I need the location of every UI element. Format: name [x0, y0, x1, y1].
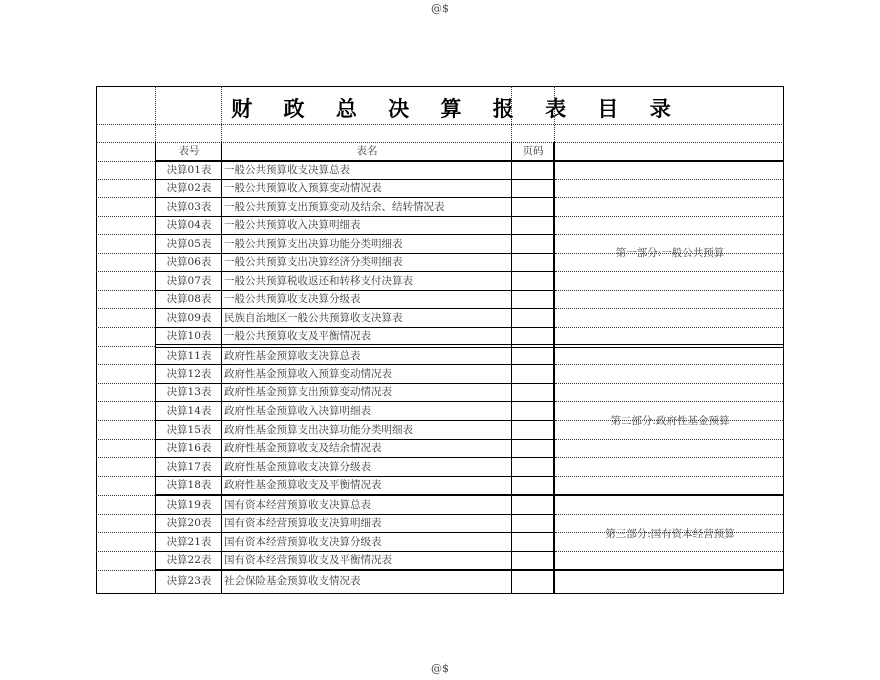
gridline [511, 86, 512, 142]
gridline [96, 551, 155, 552]
table-name-link[interactable]: 一般公共预算收支决算总表 [224, 164, 350, 176]
gridline [96, 327, 155, 328]
gridline [555, 439, 783, 440]
table-number: 决算17表 [166, 461, 212, 473]
table-number: 决算02表 [166, 182, 212, 194]
table-number: 决算04表 [166, 219, 212, 231]
table-name-link[interactable]: 政府性基金预算收入决算明细表 [224, 405, 371, 417]
table-name-link[interactable]: 国有资本经营预算收支决算明细表 [224, 517, 382, 529]
gridline [96, 179, 155, 180]
gridline [96, 570, 155, 571]
col-line [511, 142, 512, 594]
table-name-link[interactable]: 一般公共预算支出决算经济分类明细表 [224, 256, 403, 268]
gridline [96, 197, 155, 198]
gridline [96, 346, 155, 347]
gridline [555, 457, 783, 458]
section-label-state-capital: 第三部分:国有资本经营预算 [605, 528, 735, 540]
border-bottom [96, 593, 784, 594]
table-name-link[interactable]: 一般公共预算支出预算变动及结余、结转情况表 [224, 201, 445, 213]
table-number: 决算05表 [166, 238, 212, 250]
border-right [783, 86, 784, 594]
table-number: 决算16表 [166, 442, 212, 454]
table-number: 决算10表 [166, 330, 212, 342]
gridline [155, 86, 156, 142]
gridline [96, 290, 155, 291]
section-label-government-fund: 第二部分:政府性基金预算 [610, 415, 730, 427]
gridline [96, 420, 155, 421]
gridline [555, 216, 783, 217]
gridline [555, 383, 783, 384]
table-number: 决算13表 [166, 386, 212, 398]
table-number: 决算11表 [166, 350, 212, 362]
gridline [555, 401, 783, 402]
table-name-link[interactable]: 一般公共预算支出决算功能分类明细表 [224, 238, 403, 250]
table-number: 决算01表 [166, 164, 212, 176]
table-name-link[interactable]: 一般公共预算收入预算变动情况表 [224, 182, 382, 194]
table-number: 决算07表 [166, 275, 212, 287]
gridline [96, 253, 155, 254]
border-top [96, 86, 784, 87]
table-number: 决算09表 [166, 312, 212, 324]
table-number: 决算14表 [166, 405, 212, 417]
gridline [555, 551, 783, 552]
table-number: 决算22表 [166, 554, 212, 566]
gridline [555, 476, 783, 477]
table-number: 决算18表 [166, 479, 212, 491]
gridline [555, 514, 783, 515]
gridline [96, 495, 155, 496]
gridline [555, 271, 783, 272]
gridline [96, 234, 155, 235]
table-name-link[interactable]: 国有资本经营预算收支决算分级表 [224, 536, 382, 548]
table-number: 决算03表 [166, 201, 212, 213]
gridline [96, 457, 155, 458]
table-name-link[interactable]: 社会保险基金预算收支情况表 [224, 575, 361, 587]
column-header-name: 表名 [356, 145, 378, 157]
table-name-link[interactable]: 政府性基金预算收支决算分级表 [224, 461, 371, 473]
table-number: 决算23表 [166, 575, 212, 587]
table-name-link[interactable]: 国有资本经营预算收支决算总表 [224, 499, 371, 511]
table-number: 决算06表 [166, 256, 212, 268]
gridline [555, 234, 783, 235]
table-name-link[interactable]: 政府性基金预算收支决算总表 [224, 350, 361, 362]
gridline [96, 308, 155, 309]
catalog-table [96, 86, 784, 594]
gridline [221, 86, 222, 142]
page-title: 财 政 总 决 算 报 表 目 录 [231, 97, 683, 121]
gridline [96, 439, 155, 440]
gridline [96, 216, 155, 217]
table-name-link[interactable]: 政府性基金预算支出预算变动情况表 [224, 386, 392, 398]
gridline [96, 271, 155, 272]
section-label-general-budget: 第一部分:一般公共预算 [615, 247, 725, 259]
table-name-link[interactable]: 一般公共预算税收返还和转移支付决算表 [224, 275, 413, 287]
gridline [96, 401, 155, 402]
table-name-link[interactable]: 政府性基金预算支出决算功能分类明细表 [224, 424, 413, 436]
gridline [96, 514, 155, 515]
table-name-link[interactable]: 民族自治地区一般公共预算收支决算表 [224, 312, 403, 324]
gridline [554, 86, 555, 142]
column-header-page: 页码 [522, 145, 544, 157]
table-number: 决算21表 [166, 536, 212, 548]
table-number: 决算19表 [166, 499, 212, 511]
table-number: 决算08表 [166, 293, 212, 305]
gridline [96, 161, 155, 162]
gridline [96, 124, 784, 125]
table-name-link[interactable]: 一般公共预算收入决算明细表 [224, 219, 361, 231]
table-name-link[interactable]: 政府性基金预算收入预算变动情况表 [224, 368, 392, 380]
col-line [553, 142, 555, 594]
table-name-link[interactable]: 国有资本经营预算收支及平衡情况表 [224, 554, 392, 566]
page-header: @$ [431, 2, 449, 15]
table-name-link[interactable]: 政府性基金预算收支及结余情况表 [224, 442, 382, 454]
gridline [555, 290, 783, 291]
table-number: 决算20表 [166, 517, 212, 529]
column-header-number: 表号 [178, 145, 200, 157]
gridline [96, 364, 155, 365]
gridline [555, 308, 783, 309]
gridline [555, 327, 783, 328]
section-divider [155, 569, 784, 571]
gridline [555, 179, 783, 180]
gridline [96, 476, 155, 477]
table-name-link[interactable]: 一般公共预算收支及平衡情况表 [224, 330, 371, 342]
gridline [555, 364, 783, 365]
gridline [96, 532, 155, 533]
table-number: 决算12表 [166, 368, 212, 380]
gridline [555, 197, 783, 198]
page-footer: @$ [431, 662, 449, 675]
table-name-link[interactable]: 一般公共预算收支决算分级表 [224, 293, 361, 305]
gridline [96, 383, 155, 384]
table-number: 决算15表 [166, 424, 212, 436]
border-left [96, 86, 97, 594]
table-name-link[interactable]: 政府性基金预算收支及平衡情况表 [224, 479, 382, 491]
